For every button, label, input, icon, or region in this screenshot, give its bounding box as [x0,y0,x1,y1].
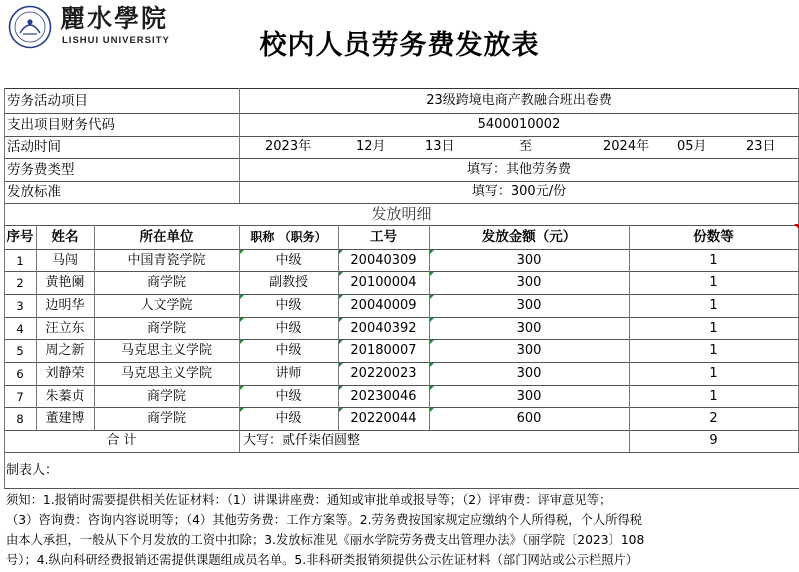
end-day: 23日 [746,139,776,154]
cell-employee-id: 20180007 [350,343,417,358]
cell-indicator-icon [430,363,434,367]
cell-employee-id: 20220023 [350,366,417,381]
cell-indicator-icon [240,408,244,412]
cell-title: 中级 [275,321,302,336]
cell-indicator-icon [339,295,343,299]
cell-indicator-icon [339,386,343,390]
cell-name: 边明华 [45,298,85,313]
finance-code-label: 支出项目财务代码 [7,117,115,133]
end-year: 2024年 [603,139,650,154]
cell-index: 3 [16,299,24,313]
cell-amount: 600 [516,411,542,426]
cell-indicator-icon [339,340,343,344]
preparer-label: 制表人： [6,463,59,478]
cell-indicator-icon [430,250,434,254]
cell-copies: 1 [709,366,718,381]
total-label: 合 计 [106,433,137,448]
total-amount-in-words: 大写：贰仟柒佰圆整 [243,433,361,448]
cell-index: 8 [16,412,24,426]
end-month: 05月 [677,139,707,154]
cell-indicator-icon [240,318,244,322]
cell-indicator-icon [240,386,244,390]
cell-unit: 马克思主义学院 [120,343,212,358]
cell-employee-id: 20040392 [350,321,417,336]
finance-code-value: 5400010002 [477,117,561,132]
activity-label: 劳务活动项目 [7,93,88,109]
cell-copies: 1 [709,253,718,268]
time-label: 活动时间 [7,139,61,155]
cell-indicator-icon [430,272,434,276]
cell-amount: 300 [516,321,542,336]
start-month: 12月 [356,139,386,154]
cell-title: 中级 [275,253,302,268]
header-name: 姓名 [51,229,79,245]
cell-index: 7 [16,390,24,404]
cell-name: 刘静荣 [45,366,85,381]
header-index: 序号 [6,229,34,245]
fee-type-label: 劳务费类型 [7,162,75,178]
cell-index: 6 [16,367,24,381]
cell-employee-id: 20220044 [350,411,417,426]
cell-copies: 1 [709,321,718,336]
cell-index: 4 [16,322,24,336]
standard-label: 发放标准 [7,184,61,200]
cell-amount: 300 [516,253,542,268]
cell-indicator-icon [339,250,343,254]
details-section-title: 发放明细 [371,205,432,223]
cell-copies: 1 [709,275,718,290]
cell-indicator-icon [430,318,434,322]
cell-employee-id: 20040309 [350,253,417,268]
notes-line: 由本人承担，一般从下个月发放的工资中扣除；3.发放标准见《丽水学院劳务费支出管理办法》（丽学院〔2023〕108 [6,533,645,547]
cell-copies: 1 [709,389,718,404]
cell-name: 周之新 [45,343,85,358]
cell-employee-id: 20100004 [350,275,417,290]
cell-name: 马闯 [51,253,78,268]
cell-index: 5 [16,344,24,358]
cell-copies: 1 [709,343,718,358]
fee-type-value: 填写：其他劳务费 [466,162,571,177]
cell-indicator-icon [430,340,434,344]
notes-line: 须知：1.报销时需要提供相关佐证材料：（1）讲课讲座费：通知或审批单或报导等；（2）评审费：评审意见等； [6,493,612,507]
header-employee-id: 工号 [370,229,397,245]
document-header [0,0,799,88]
activity-value: 23级跨境电商产教融合班出卷费 [426,93,612,108]
cell-indicator-icon [430,408,434,412]
cell-title: 副教授 [268,275,308,290]
header-title-position: 职称 （职务） [250,230,327,244]
cell-index: 2 [16,276,24,290]
cell-unit: 商学院 [146,275,186,290]
header-amount: 发放金额（元） [481,229,577,245]
time-separator: 至 [519,139,533,154]
cell-indicator-icon [430,386,434,390]
cell-index: 1 [16,254,24,268]
header-copies: 份数等 [693,229,734,245]
cell-employee-id: 20040009 [350,298,417,313]
cell-name: 朱蓁贞 [45,389,85,404]
university-logo-english: LISHUI UNIVERSITY [62,35,170,46]
cell-copies: 2 [709,411,718,426]
cell-title: 中级 [275,298,302,313]
cell-unit: 商学院 [146,389,186,404]
university-logo-chinese: 麗水學院 [60,4,169,33]
cell-unit: 中国青瓷学院 [127,253,206,268]
cell-indicator-icon [339,272,343,276]
cell-indicator-icon [430,295,434,299]
cell-employee-id: 20230046 [350,389,417,404]
cell-title: 中级 [275,389,302,404]
cell-title: 中级 [275,411,302,426]
notes-line: （3）咨询费：咨询内容说明等；（4）其他劳务费：工作方案等。2.劳务费按国家规定应缴纳个人所得税，个人所得税 [6,513,643,527]
cell-unit: 商学院 [146,411,186,426]
cell-indicator-icon [240,295,244,299]
start-day: 13日 [425,139,455,154]
cell-copies: 1 [709,298,718,313]
notes-line: 号）；4.纵向科研经费报销还需提供课题组成员名单。5.非科研类报销须提供公示佐证材料（部门网站或公示栏照片） [6,553,639,567]
cell-amount: 300 [516,275,542,290]
cell-unit: 人文学院 [140,298,193,313]
cell-name: 汪立东 [45,321,85,336]
standard-value: 填写：300元/份 [471,184,567,199]
cell-indicator-icon [240,340,244,344]
total-copies: 9 [709,433,718,448]
cell-amount: 300 [516,366,542,381]
cell-amount: 300 [516,389,542,404]
cell-unit: 商学院 [146,321,186,336]
cell-unit: 马克思主义学院 [120,366,212,381]
cell-name: 黄艳阑 [45,275,85,290]
start-year: 2023年 [265,139,312,154]
cell-indicator-icon [339,318,343,322]
cell-title: 讲师 [275,366,302,381]
cell-indicator-icon [339,408,343,412]
header-unit: 所在单位 [139,229,194,245]
cell-indicator-icon [339,363,343,367]
cell-amount: 300 [516,343,542,358]
notes-section [6,490,797,570]
cell-title: 中级 [275,343,302,358]
comment-marker-icon [794,224,799,229]
document-title: 校内人员劳务费发放表 [259,30,540,61]
cell-indicator-icon [240,250,244,254]
cell-amount: 300 [516,298,542,313]
cell-name: 董建博 [45,411,85,426]
